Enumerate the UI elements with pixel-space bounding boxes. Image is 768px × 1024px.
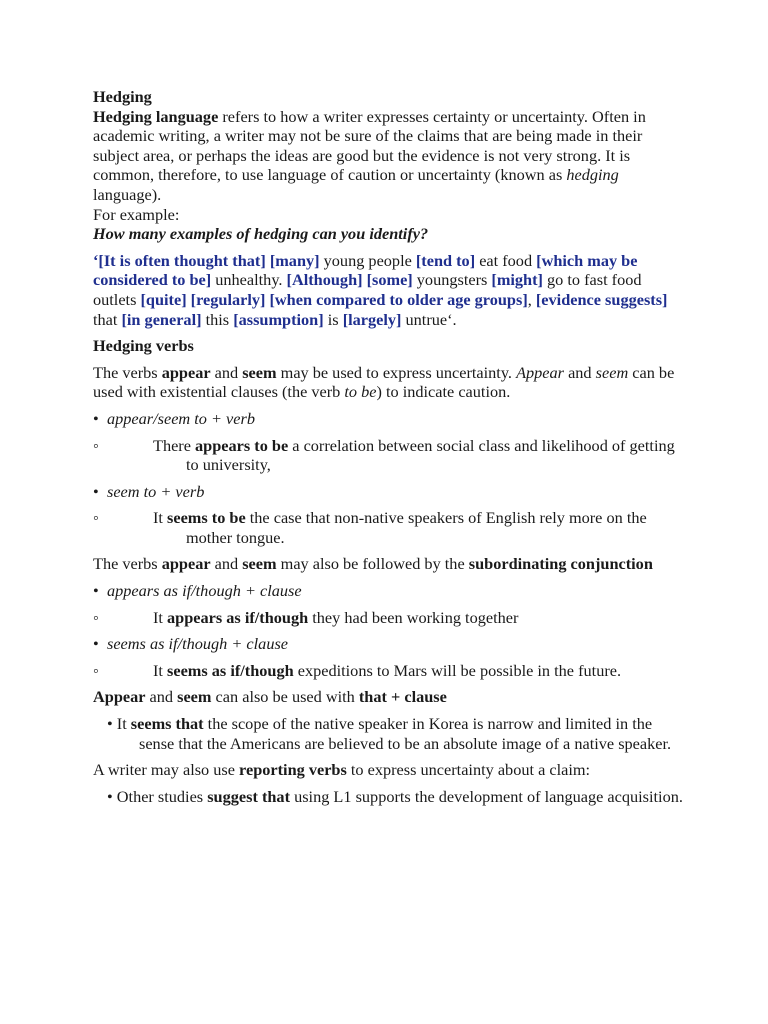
list-item: • seems as if/though + clause [93, 634, 289, 654]
bullet-symbol: • [93, 634, 99, 654]
example-text: this [201, 309, 234, 329]
verbs-paragraph-4: A writer may also use reporting verbs to express uncertainty about a claim: [93, 760, 591, 780]
hedge-phrase: [Although] [some] [286, 270, 413, 290]
hedge-phrase: [in general] [121, 309, 202, 329]
ring-bullet-symbol: ◦ [93, 660, 99, 680]
term: Hedging language [93, 106, 219, 126]
example-text: untrue‘. [401, 309, 457, 329]
ring-bullet-symbol: ◦ [93, 607, 99, 627]
example-paragraph [93, 251, 683, 329]
example-item: ◦ There appears to be a correlation between social class and likelihood of getting to university, [93, 435, 675, 475]
list-item: • Other studies suggest that using L1 supports the development of language acquisition. [107, 786, 683, 806]
verbs-paragraph-2: The verbs appear and seem may also be followed by the subordinating conjunction [93, 554, 653, 574]
verbs-paragraph-3: Appear and seem can also be used with that + clause [93, 687, 447, 707]
bullet-symbol: • [107, 714, 113, 734]
ring-bullet-symbol: ◦ [93, 508, 99, 528]
hedge-phrase: ‘[It is often thought that] [many] [93, 250, 320, 270]
verbs-paragraph-1: The verbs appear and seem may be used to express uncertainty. Appear and seem can be used with existential clauses (the verb to be) to indicate caution. [93, 362, 675, 402]
intro-paragraph: Hedging language refers to how a writer expresses certainty or uncertainty. Often in academic writing, a writer may not be sure of the claims that are being made in their subject area, or perhaps the ideas are good but the evidence is not very strong. It is common, therefore, to use language of caution or uncertainty (known as hedging language). [93, 106, 646, 204]
example-text: eat food [475, 250, 537, 270]
list-item: • It seems that the scope of the native speaker in Korea is narrow and limited in the sense that the Americans are believed to be an absolute image of a native speaker. [107, 714, 672, 753]
hedge-phrase: [assumption] [233, 309, 324, 329]
list-item: • seem to + verb [93, 481, 205, 501]
example-text: go to fast food outlets [93, 270, 642, 309]
ring-bullet-symbol: ◦ [93, 435, 99, 455]
example-text: youngsters [412, 270, 492, 290]
for-example: For example: [93, 204, 180, 224]
list-item: • appears as if/though + clause [93, 581, 302, 601]
hedging-verbs-heading: Hedging verbs [93, 336, 194, 356]
bullet-symbol: • [93, 581, 99, 601]
section-title: Hedging [93, 87, 152, 106]
hedge-phrase: [tend to] [415, 250, 476, 270]
list-item: • appear/seem to + verb [93, 408, 255, 428]
hedge-phrase: [which may be considered to be] [93, 250, 638, 290]
hedge-phrase: [evidence suggests] [535, 289, 668, 309]
hedge-phrase: [quite] [regularly] [when compared to older age groups] [140, 289, 528, 309]
hedge-phrase: [might] [491, 270, 543, 290]
bullet-symbol: • [93, 408, 99, 428]
document-body [93, 87, 683, 806]
bullet-symbol: • [93, 481, 99, 501]
example-item: ◦ It appears as if/though they had been working together [93, 607, 519, 627]
example-text: young people [319, 250, 416, 270]
example-text: unhealthy. [211, 270, 287, 290]
example-text: that [93, 309, 122, 329]
example-text: is [323, 309, 343, 329]
example-text: , [527, 289, 536, 309]
question: How many examples of hedging can you identify? [93, 224, 429, 244]
hedge-phrase: [largely] [342, 309, 402, 329]
bullet-symbol: • [107, 786, 113, 806]
example-item: ◦ It seems as if/though expeditions to Mars will be possible in the future. [93, 660, 622, 680]
example-item: ◦ It seems to be the case that non-native speakers of English rely more on the mother tongue. [93, 508, 647, 547]
